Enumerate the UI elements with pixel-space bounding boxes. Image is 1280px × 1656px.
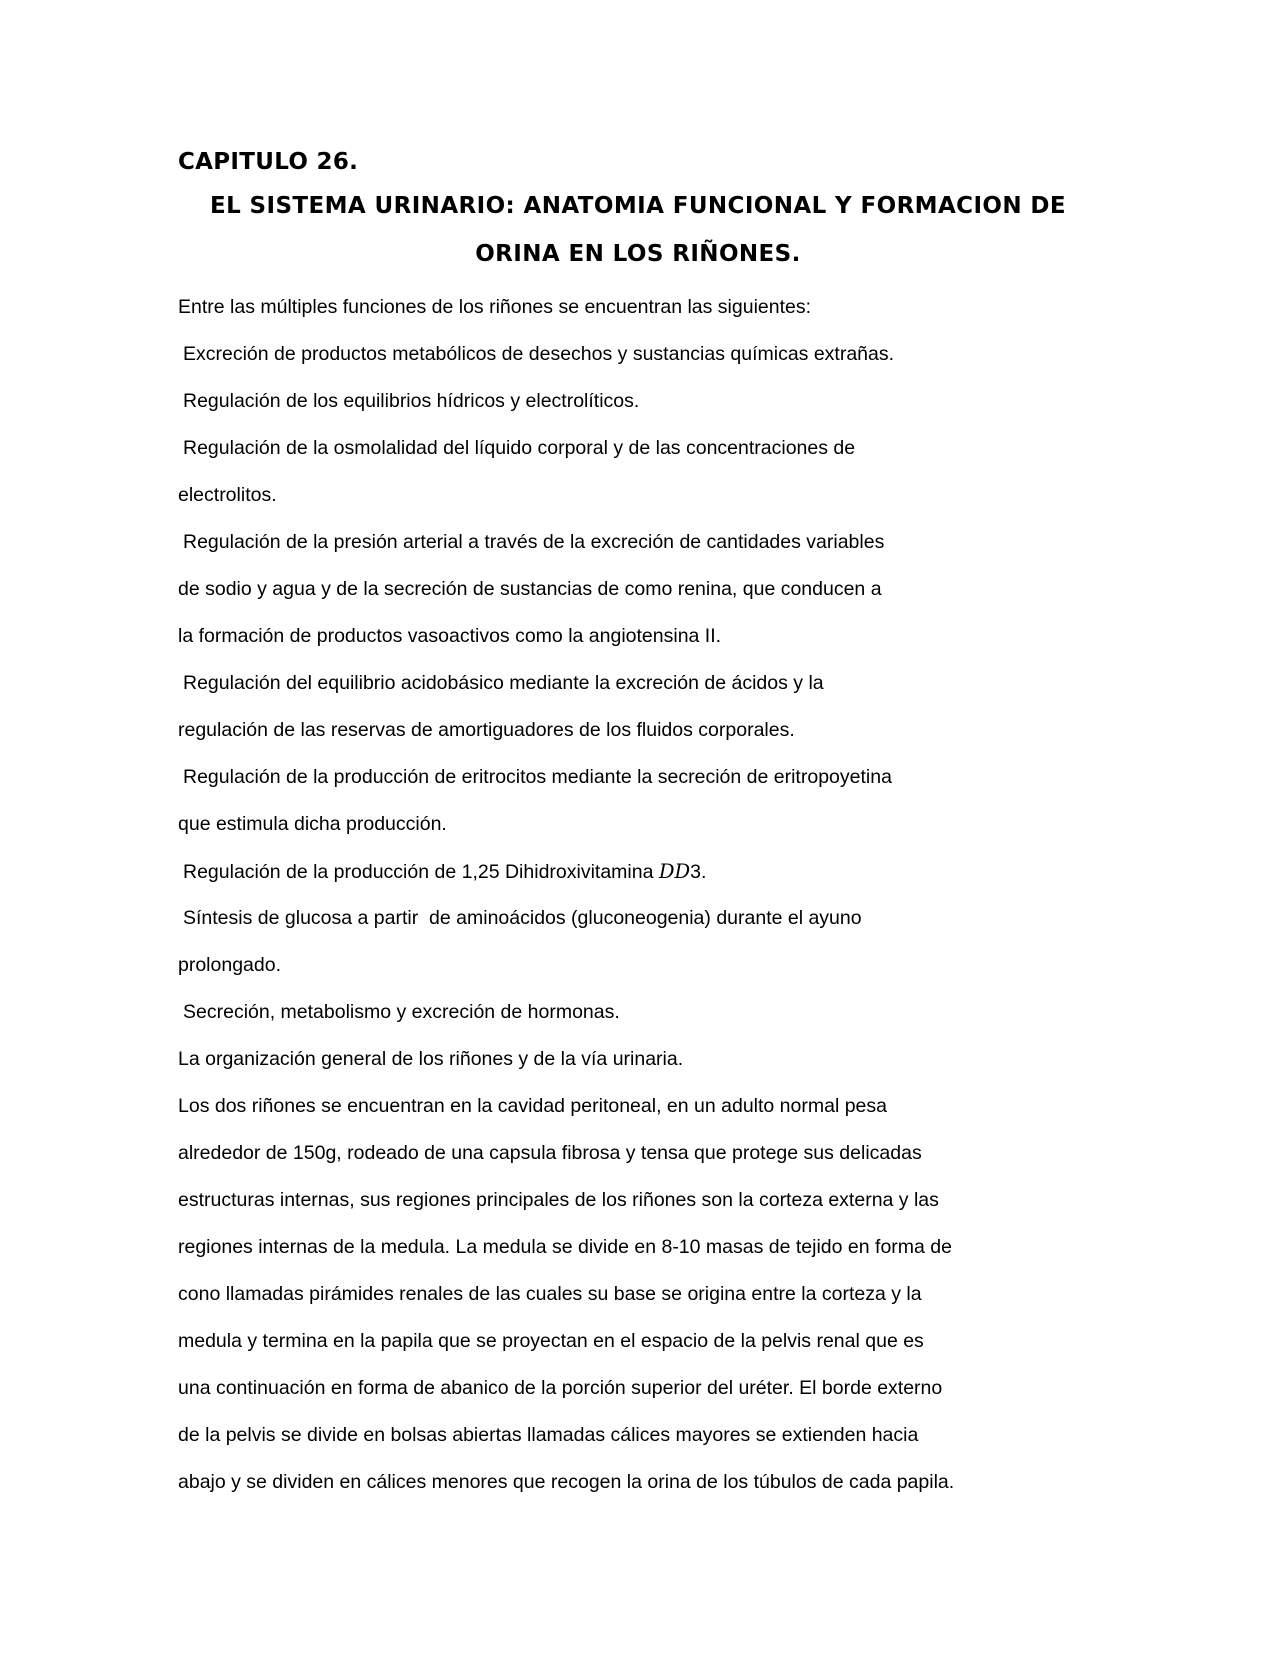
text-line: Los dos riñones se encuentran en la cavidad peritoneal, en un adulto normal pesa	[178, 1095, 887, 1117]
text-line: de sodio y agua y de la secreción de sustancias de como renina, que conducen a	[178, 578, 882, 600]
text-line: abajo y se dividen en cálices menores que recogen la orina de los túbulos de cada papila.	[178, 1471, 955, 1493]
text-line: Regulación del equilibrio acidobásico mediante la excreción de ácidos y la	[183, 672, 824, 694]
text-line: regulación de las reservas de amortiguadores de los fluidos corporales.	[178, 719, 795, 741]
text-line: estructuras internas, sus regiones principales de los riñones son la corteza externa y las	[178, 1189, 939, 1211]
text-line: Excreción de productos metabólicos de desechos y sustancias químicas extrañas.	[183, 343, 895, 365]
text-line: Regulación de la producción de eritrocitos mediante la secreción de eritropoyetina	[183, 766, 892, 788]
text-line: la formación de productos vasoactivos como la angiotensina II.	[178, 625, 722, 647]
text-line: una continuación en forma de abanico de la porción superior del uréter. El borde externo	[178, 1377, 943, 1399]
text-line: Entre las múltiples funciones de los riñones se encuentran las siguientes:	[178, 296, 812, 318]
vitamin-line-suffix: 3.	[690, 861, 707, 883]
document-content	[178, 142, 1098, 1506]
text-line: cono llamadas pirámides renales de las cuales su base se origina entre la corteza y la	[178, 1283, 922, 1305]
text-line: Regulación de los equilibrios hídricos y electrolíticos.	[183, 390, 640, 412]
section-heading-line: La organización general de los riñones y de la vía urinaria.	[178, 1048, 684, 1070]
text-line: de la pelvis se divide en bolsas abiertas llamadas cálices mayores se extienden hacia	[178, 1424, 919, 1446]
text-line: regiones internas de la medula. La medula se divide en 8-10 masas de tejido en forma de	[178, 1236, 952, 1258]
text-line: Síntesis de glucosa a partir de aminoácidos (gluconeogenia) durante el ayuno	[183, 907, 862, 929]
text-line: Regulación de la osmolalidad del líquido corporal y de las concentraciones de	[183, 437, 856, 459]
text-line: medula y termina en la papila que se proyectan en el espacio de la pelvis renal que es	[178, 1330, 924, 1352]
body-text	[178, 284, 1098, 1506]
text-line: Secreción, metabolismo y excreción de hormonas.	[183, 1001, 620, 1023]
text-line: alrededor de 150g, rodeado de una capsula fibrosa y tensa que protege sus delicadas	[178, 1142, 922, 1164]
chapter-title	[178, 182, 1098, 278]
text-line: Regulación de la presión arterial a través de la excreción de cantidades variables	[183, 531, 885, 553]
vitamin-text-line	[178, 848, 1098, 895]
vitamin-line-prefix: Regulación de la producción de 1,25 Dihidroxivitamina	[183, 861, 659, 883]
vitamin-math-symbol: DD	[658, 860, 691, 883]
text-line: electrolitos.	[178, 484, 277, 506]
chapter-title-line-1: EL SISTEMA URINARIO: ANATOMIA FUNCIONAL Y FORMACION DE	[209, 193, 1067, 219]
text-line: que estimula dicha producción.	[178, 813, 447, 835]
chapter-title-line-2: ORINA EN LOS RIÑONES.	[475, 241, 801, 267]
chapter-heading: CAPITULO 26.	[178, 149, 359, 175]
text-line: prolongado.	[178, 954, 282, 976]
